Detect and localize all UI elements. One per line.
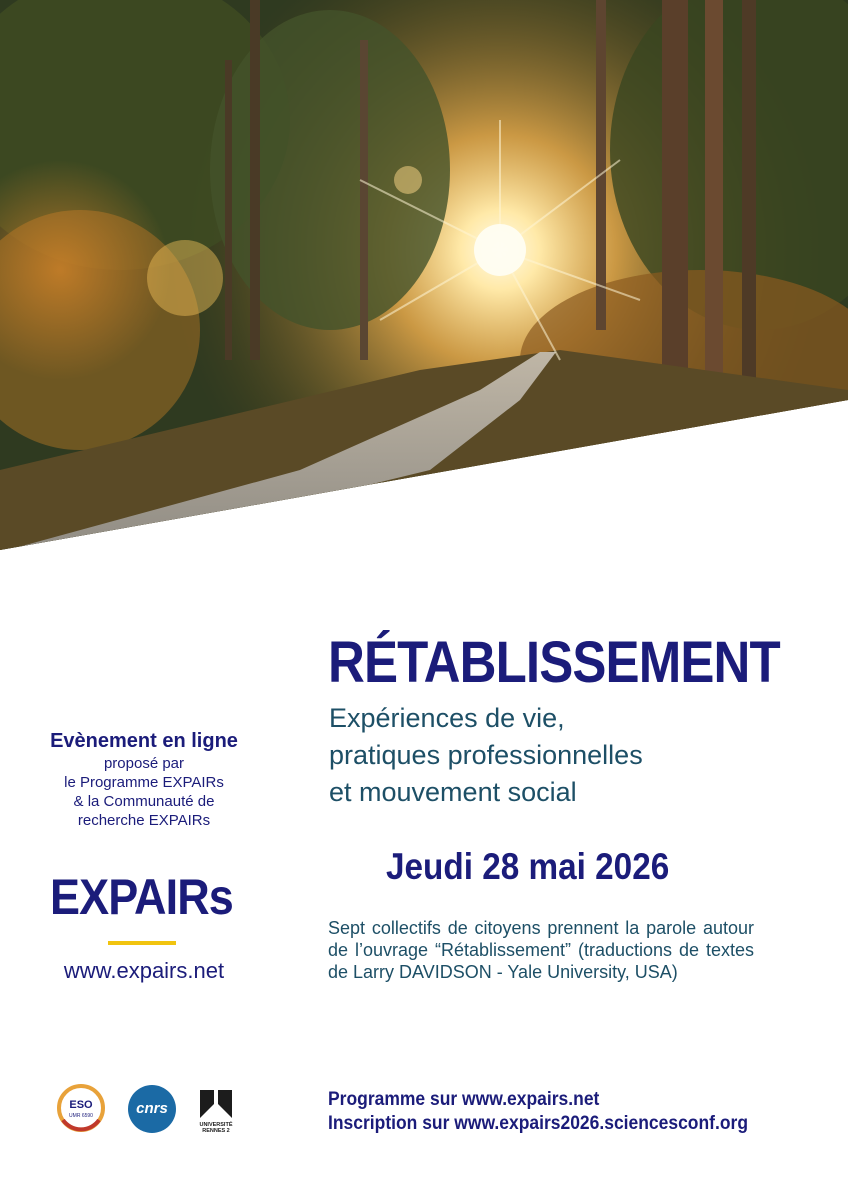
eso-logo-subtext: UMR 6590 [69,1113,93,1119]
rennes-line1: UNIVERSITÉ [199,1122,233,1128]
rennes2-logo-icon [192,1082,240,1134]
event-description [328,917,754,983]
organizer-block [30,728,258,830]
description-text: Sept collectifs de citoyens prennent la parole autour de l’ouvrage “Rétablissement” (traductions de textes de Larry DAVIDSON - Yale University, USA) [328,918,754,982]
subtitle-line: et mouvement social [329,777,577,807]
organizer-line: le Programme EXPAIRs [64,774,224,791]
cnrs-logo: cnrs [128,1085,176,1133]
programme-link[interactable]: Programme sur www.expairs.net [328,1089,600,1110]
organizer-line: proposé par [103,755,185,772]
page-title: RÉTABLISSEMENT [328,630,780,695]
organizer-line: & la Communauté de [73,793,215,810]
partner-logos [56,1080,246,1136]
hero-photo [0,0,848,560]
eso-logo-icon [56,1080,106,1136]
subtitle-line: pratiques professionnelles [329,740,643,770]
rennes-line2: RENNES 2 [202,1128,230,1134]
forest-road-image [0,0,848,560]
event-type: Evènement en ligne [50,730,238,752]
subtitle [329,700,789,811]
footer-links [328,1088,748,1136]
subtitle-line: Expériences de vie, [329,703,565,733]
expairs-logo: EXPAIRs [50,869,233,925]
event-date: Jeudi 28 mai 2026 [386,846,670,887]
organizer-line: recherche EXPAIRs [77,812,211,829]
eso-logo-text: ESO [69,1099,93,1111]
website-link[interactable]: www.expairs.net [63,958,225,983]
inscription-link[interactable]: Inscription sur www.expairs2026.sciencesconf.org [328,1113,749,1134]
logo-underline [108,941,176,945]
